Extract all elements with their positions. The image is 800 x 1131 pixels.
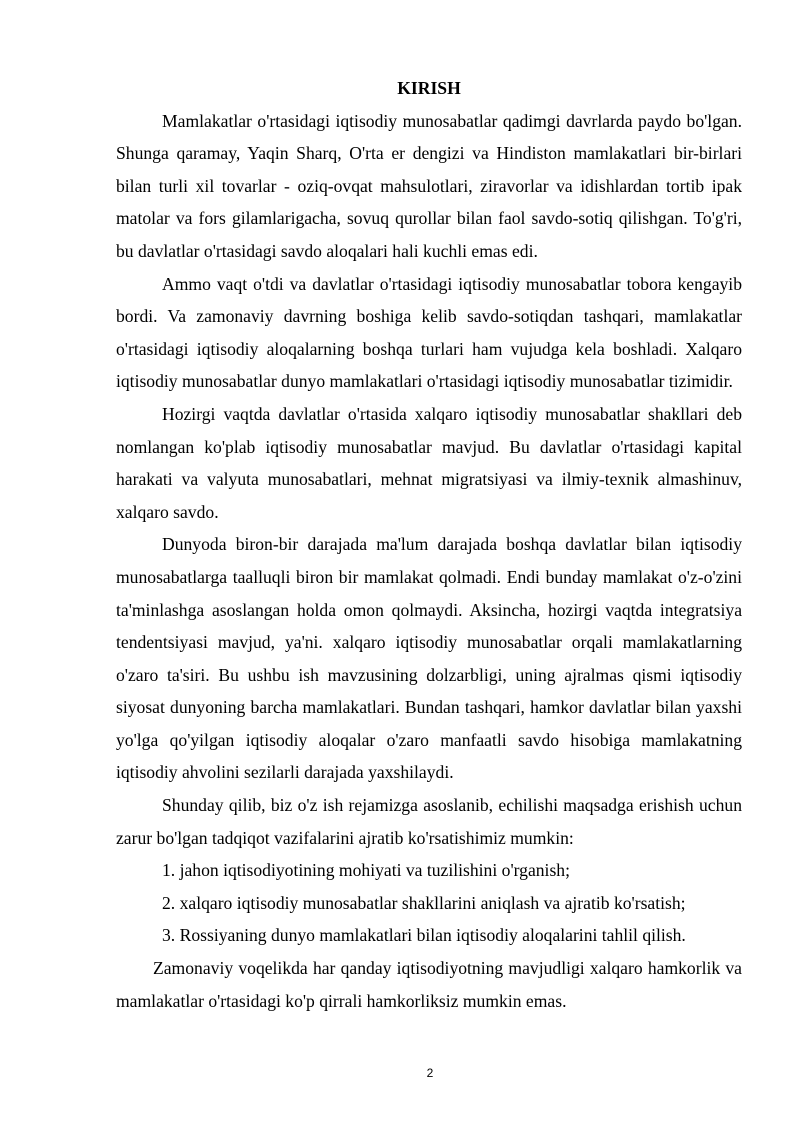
closing-paragraph: Zamonaviy voqelikda har qanday iqtisodiyotning mavjudligi xalqaro hamkorlik va mamlakatlar o'rtasidagi ko'p qirrali hamkorliksiz mumkin emas. xyxy=(116,958,742,1011)
paragraph-2: Ammo vaqt o'tdi va davlatlar o'rtasidagi iqtisodiy munosabatlar tobora kengayib bordi. Va zamonaviy davrning boshiga kelib savdo-sotiqdan tashqari, mamlakatlar o'rtasidagi iqtisodiy aloqalarning boshqa turlari ham vujudga kela boshladi. Xalqaro iqtisodiy munosabatlar dunyo mamlakatlari o'rtasidagi iqtisodiy munosabatlar tizimidir. xyxy=(116,273,742,392)
task-item-2: 2. xalqaro iqtisodiy munosabatlar shakllarini aniqlash va ajratib ko'rsatish; xyxy=(162,892,686,913)
document-page xyxy=(116,72,742,1017)
paragraph-1: Mamlakatlar o'rtasidagi iqtisodiy munosabatlar qadimgi davrlarda paydo bo'lgan. Shunga qaramay, Yaqin Sharq, O'rta er dengizi va Hindiston mamlakatlari bir-birlari bilan turli xil tovarlar - oziq-ovqat mahsulotlari, ziravorlar va idishlardan tortib ipak matolar va fors gilamlarigacha, sovuq qurollar bilan faol savdo-sotiq qilishgan. To'g'ri, bu davlatlar o'rtasidagi savdo aloqalari hali kuchli emas edi. xyxy=(116,110,742,261)
paragraph-5: Shunday qilib, biz o'z ish rejamizga asoslanib, echilishi maqsadga erishish uchun zarur bo'lgan tadqiqot vazifalarini ajratib ko'rsatishimiz mumkin: xyxy=(116,795,742,848)
paragraph-4: Dunyoda biron-bir darajada ma'lum darajada boshqa davlatlar bilan iqtisodiy munosabatlarga taalluqli biron bir mamlakat qolmadi. Endi bunday mamlakat o'z-o'zini ta'minlashga asoslangan holda omon qolmaydi. Aksincha, hozirgi vaqtda integratsiya tendentsiyasi mavjud, ya'ni. xalqaro iqtisodiy munosabatlar orqali mamlakatlarning o'zaro ta'siri. Bu ushbu ish mavzusining dolzarbligi, uning ajralmas qismi iqtisodiy siyosat dunyoning barcha mamlakatlari. Bundan tashqari, hamkor davlatlar bilan yaxshi yo'lga qo'yilgan iqtisodiy aloqalar o'zaro manfaatli savdo hisobiga mamlakatning iqtisodiy ahvolini sezilarli darajada yaxshilaydi. xyxy=(116,534,742,783)
page-number: 2 xyxy=(426,1066,434,1080)
task-item-3: 3. Rossiyaning dunyo mamlakatlari bilan iqtisodiy aloqalarini tahlil qilish. xyxy=(162,925,686,946)
document-title: KIRISH xyxy=(397,78,461,98)
paragraph-3: Hozirgi vaqtda davlatlar o'rtasida xalqaro iqtisodiy munosabatlar shakllari deb nomlangan ko'plab iqtisodiy munosabatlar mavjud. Bu davlatlar o'rtasidagi kapital harakati va valyuta munosabatlari, mehnat migratsiyasi va ilmiy-texnik almashinuv, xalqaro savdo. xyxy=(116,403,742,522)
task-item-1: 1. jahon iqtisodiyotining mohiyati va tuzilishini o'rganish; xyxy=(162,860,570,881)
